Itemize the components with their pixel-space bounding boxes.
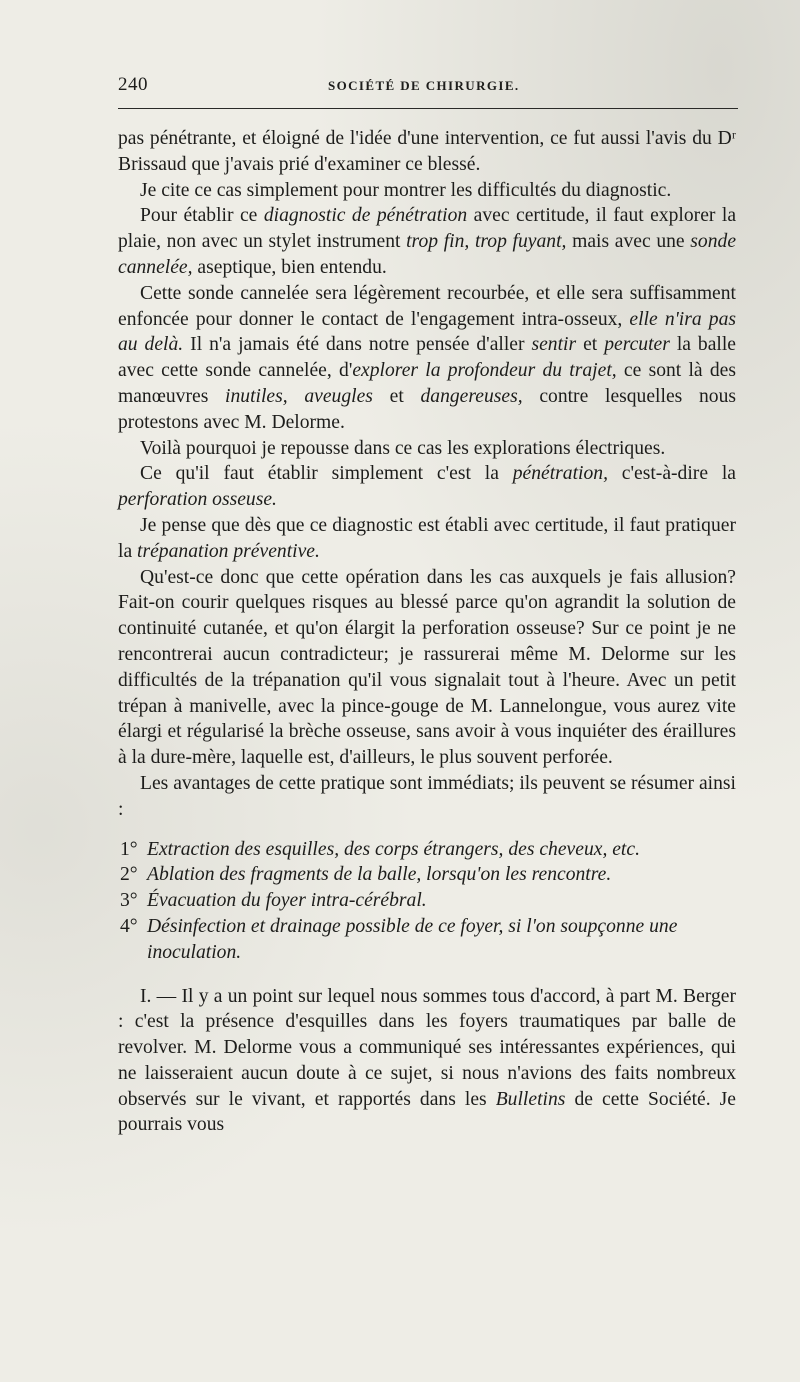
header-rule [118,108,738,109]
paragraph-7: Je pense que dès que ce diagnostic est établi avec certitude, il faut pratiquer la trépanation préventive. [118,514,736,562]
page-number: 240 [118,74,148,95]
body-text [118,126,736,1138]
paragraph-2: Je cite ce cas simplement pour montrer les difficultés du diagnostic. [140,179,672,201]
paragraph-5: Voilà pourquoi je repousse dans ce cas les explorations électriques. [140,437,666,459]
list-item-text: Désinfection et drainage possible de ce foyer, si l'on soupçonne une inoculation. [147,915,678,963]
list-item-number: 3° [120,890,138,912]
page-header [118,72,738,102]
list-item [118,888,736,914]
paragraph-4: Cette sonde cannelée sera légèrement recourbée, et elle sera suffisamment enfoncée pour donner le contact de l'engagement intra-osseux, elle n'ira pas au delà. Il n'a jamais été dans notre pensée d'aller sentir et percuter la balle avec cette sonde cannelée, d'explorer la profondeur du trajet, ce sont là des manœuvres inutiles, aveugles et dangereuses, contre lesquelles nous protestons avec M. Delorme. [118,282,737,433]
list-item-text: Ablation des fragments de la balle, lorsqu'on les rencontre. [147,864,612,886]
list-item-text: Extraction des esquilles, des corps étrangers, des cheveux, etc. [147,838,640,860]
list-item [118,914,736,966]
list-item-number: 2° [120,864,138,886]
list-item-number: 4° [120,915,138,937]
paragraph-8: Qu'est-ce donc que cette opération dans les cas auxquels je fais allusion? Fait-on courir quelques risques au blessé parce qu'on agrandit la solution de continuité cutanée, et qu'on élargit la perforation osseuse? Sur ce point je ne rencontrerai aucun contradicteur; je rassurerai même M. Delorme sur les difficultés de la trépanation qu'il vous signalait tout à l'heure. Avec un petit trépan à manivelle, avec la pince-gouge de M. Lannelongue, vous aurez vite élargi et régularisé la brèche osseuse, sans avoir à vous inquiéter des éraillures à la dure-mère, laquelle est, d'ailleurs, le plus souvent perforée. [118,566,736,769]
paragraph-1: pas pénétrante, et éloigné de l'idée d'une intervention, ce fut aussi l'avis du Dʳ Brissaud que j'avais prié d'examiner ce blessé. [118,128,736,175]
running-title: SOCIÉTÉ DE CHIRURGIE. [328,78,520,93]
paragraph-6: Ce qu'il faut établir simplement c'est la pénétration, c'est-à-dire la perforation osseuse. [118,463,736,511]
list-item-number: 1° [120,838,138,860]
paragraph-9: Les avantages de cette pratique sont immédiats; ils peuvent se résumer ainsi : [118,772,736,820]
list-item [118,837,736,863]
list-item [118,862,736,888]
paragraph-3: Pour établir ce diagnostic de pénétration avec certitude, il faut explorer la plaie, non avec un stylet instrument trop fin, trop fuyant, mais avec une sonde cannelée, aseptique, bien entendu. [118,205,737,278]
list-item-text: Évacuation du foyer intra-cérébral. [147,890,427,912]
advantages-list [118,837,736,966]
section-one-paragraph: I. — Il y a un point sur lequel nous sommes tous d'accord, à part M. Berger : c'est la présence d'esquilles dans les foyers traumatiques par balle de revolver. M. Delorme vous a communiqué ses intéressantes expériences, qui ne laisseraient aucun doute à ce sujet, si nous n'avions des faits nombreux observés sur le vivant, et rapportés dans les Bulletins de cette Société. Je pourrais vous [118,985,736,1136]
